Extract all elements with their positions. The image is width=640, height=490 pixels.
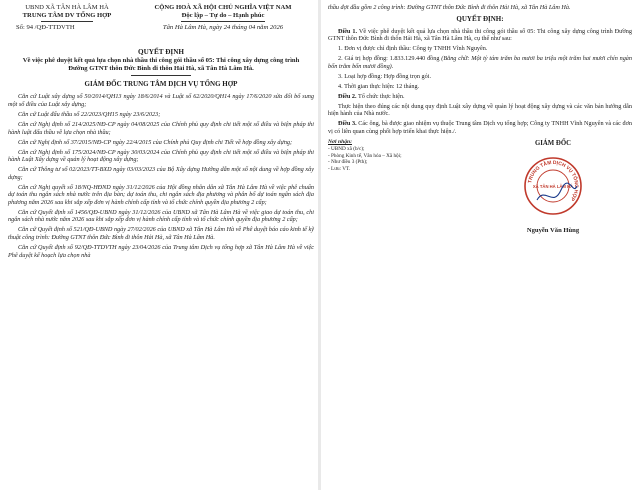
article-2-label: Điều 2. [338, 92, 357, 100]
decision-subtitle: Về việc phê duyệt kết quả lựa chọn nhà thầu thi công gói thầu số 05: Thi công xây dựng công trình Đường GTNT thôn Đức Bình đi thôn Hải Hà, xã Tân Hà Lâm Hà. [22, 57, 300, 73]
article-2-body: Thực hiện theo đúng các nội dung quy định Luật xây dựng về quản lý hoạt động xây dựng và các văn bản hướng dẫn hiện hành của Nhà nước. [328, 102, 632, 118]
recipients-title: Nơi nhận: [328, 139, 352, 146]
signature-block [328, 139, 632, 269]
article-1-item [328, 83, 632, 91]
motto: Độc lập – Tự do – Hạnh phúc [181, 12, 265, 20]
issue-date: Tân Hà Lâm Hà, ngày 24 tháng 04 năm 2026 [162, 24, 284, 32]
article-1-item [328, 55, 632, 70]
article-1-item-text: 4. Thời gian thực hiện: 12 tháng. [338, 82, 420, 90]
decision-title: QUYẾT ĐỊNH [138, 48, 184, 56]
article-3-text: Các ông, bà được giao nhiệm vụ thuộc Trung tâm Dịch vụ tổng hợp; Công ty TNHH Vĩnh Nguyên và các đơn vị có liên quan cùng phối hợp triển khai thực hiện./. [328, 120, 632, 135]
recipient-item: - Phòng Kinh tế, Văn hóa – Xã hội; [328, 152, 402, 159]
article-1-text: Về việc phê duyệt kết quả lựa chọn nhà thầu thi công gói thầu số 05: Thi công xây dựng công trình Đường GTNT thôn Đức Bình đi thôn Hải Hà, xã Tân Hà Lâm Hà, cụ thể như sau: [328, 27, 632, 43]
article-2-text: Tổ chức thực hiện. [356, 92, 405, 100]
article-3 [328, 120, 632, 135]
legal-basis: Căn cứ Nghị định số 214/2025/NĐ-CP ngày 04/08/2025 của Chính phủ quy định chi tiết một số điều và biện pháp thi hành luật đấu thầu về lựa chọn nhà thầu; [8, 120, 314, 136]
article-3-label: Điều 3. [338, 120, 357, 128]
recipient-item: - Lưu: VT. [328, 165, 351, 172]
article-1-item-text: 1. Đơn vị được chỉ định thầu: Công ty TNHH Vĩnh Nguyên. [338, 45, 488, 53]
signer [478, 139, 628, 235]
document-number: Số: 94 /QĐ-TTDVTH [16, 24, 75, 32]
national-motto [128, 4, 318, 33]
article-1-item-text: 3. Loại hợp đồng: Hợp đồng trọn gói. [338, 72, 431, 80]
title-underline [131, 75, 191, 76]
stamp-seal-icon [523, 156, 583, 216]
decision-heading: QUYẾT ĐỊNH: [456, 14, 504, 23]
page-right [320, 0, 640, 490]
issuing-organization [8, 4, 126, 33]
motto-underline [181, 21, 265, 22]
recipient-item: - UBND xã (b/c); [328, 146, 365, 153]
official-stamp [523, 156, 583, 216]
legal-basis: Căn cứ Luật xây dựng số 50/2014/QH13 ngày 18/6/2014 và Luật số 62/2020/QH14 ngày 17/6/2020 sửa đổi bổ sung một số điều của Luật xây dựng; [8, 93, 314, 108]
legal-basis: Căn cứ Quyết định số 92/QĐ-TTDVTH ngày 23/04/2026 của Trung tâm Dịch vụ tổng hợp xã Tân Hà Lâm Hà về việc Phê duyệt kế hoạch lựa chọn nhà [8, 244, 314, 259]
signer-name: Nguyễn Văn Hùng [526, 227, 580, 235]
legal-basis: Căn cứ Nghị quyết số 18/NQ-HĐND ngày 31/12/2026 của Hội đồng nhân dân xã Tân Hà Lâm Hà về việc phê chuẩn dự toán thu ngân sách nhà nước trên địa bàn; dự toán thu, chi ngân sách địa phương và phân bổ dự toán ngân sách địa phương năm 2026 sau khi sắp xếp đơn vị hành chính cấp tỉnh và tổ chức chính quyền địa phương 2 cấp; [8, 183, 314, 206]
article-1-label: Điều 1. [338, 27, 357, 35]
legal-basis: Căn cứ Nghị định số 175/2024/NĐ-CP ngày 30/03/2024 của Chính phủ quy định chi tiết một số điều và biện pháp thi hành Luật Xây dựng về quản lý hoạt động xây dựng; [8, 148, 314, 164]
legal-basis-continuation: thầu đợt đầu gồm 2 công trình: Đường GTNT thôn Đức Bình đi thôn Hải Hà, xã Tân Hà Lâm Hà. [328, 4, 571, 11]
article-1-item-text: 2. Giá trị hợp đồng: 1.833.129.440 đồng [338, 55, 442, 63]
article-1-item [328, 73, 632, 81]
legal-basis: Căn cứ Quyết định số 521/QĐ-UBND ngày 27/02/2026 của UBND xã Tân Hà Lâm Hà về Phê duyệt báo cáo kinh tế kỹ thuật công trình: Đường GTNT thôn Đức Bình đi thôn Hải Hà, xã Tân Hà Lâm Hà. [8, 226, 314, 242]
document-header [8, 4, 314, 46]
legal-basis: Căn cứ Nghị định số 37/2015/NĐ-CP ngày 22/4/2015 của Chính phủ Quy định chi Tiết về hợp đồng xây dựng; [18, 138, 293, 146]
article-1-item [328, 45, 632, 53]
org-underline [41, 21, 93, 22]
country-name: CỘNG HOÀ XÃ HỘI CHỦ NGHĨA VIỆT NAM [154, 4, 292, 11]
recipient-item: - Như điều 3 (Pth); [328, 159, 368, 166]
article-2 [328, 93, 632, 101]
recipients-list [328, 139, 468, 172]
director-heading: GIÁM ĐỐC TRUNG TÂM DỊCH VỤ TỔNG HỢP [84, 80, 238, 89]
svg-text:TRUNG TÂM DỊCH VỤ TỔNG HỢP: TRUNG TÂM DỊCH VỤ TỔNG HỢP [527, 160, 580, 203]
legal-bases [8, 93, 314, 259]
org-parent: UBND XÃ TÂN HÀ LÂM HÀ [25, 4, 109, 11]
legal-basis: Căn cứ Quyết định số 1456/QĐ-UBND ngày 31/12/2026 của UBND xã Tân Hà Lâm Hà về việc giao dự toán thu, chi ngân sách nhà nước năm 2026 sau khi sắp xếp đơn vị hành chính cấp tỉnh và tổ chức chính quyền địa phương 2 cấp; [8, 208, 314, 224]
article-1 [328, 28, 632, 43]
signer-role: GIÁM ĐỐC [534, 140, 572, 148]
article-1-item-note: (Bằng chữ: Một tỷ tám trăm ba mươi ba triệu một trăm hai mươi chín ngàn bốn trăm bốn mươi đồng). [328, 55, 632, 70]
legal-basis: Căn cứ Thông tư số 02/2023/TT-BXD ngày 03/03/2023 của Bộ Xây dựng Hướng dẫn một số nội dung về hợp đồng xây dựng; [8, 166, 314, 181]
org-name: TRUNG TÂM DV TỔNG HỢP [22, 12, 112, 20]
legal-basis: Căn cứ Luật đấu thầu số 22/2023/QH15 ngày 23/6/2023; [18, 110, 161, 118]
svg-text:XÃ TÂN HÀ LÂM HÀ: XÃ TÂN HÀ LÂM HÀ [532, 184, 574, 190]
